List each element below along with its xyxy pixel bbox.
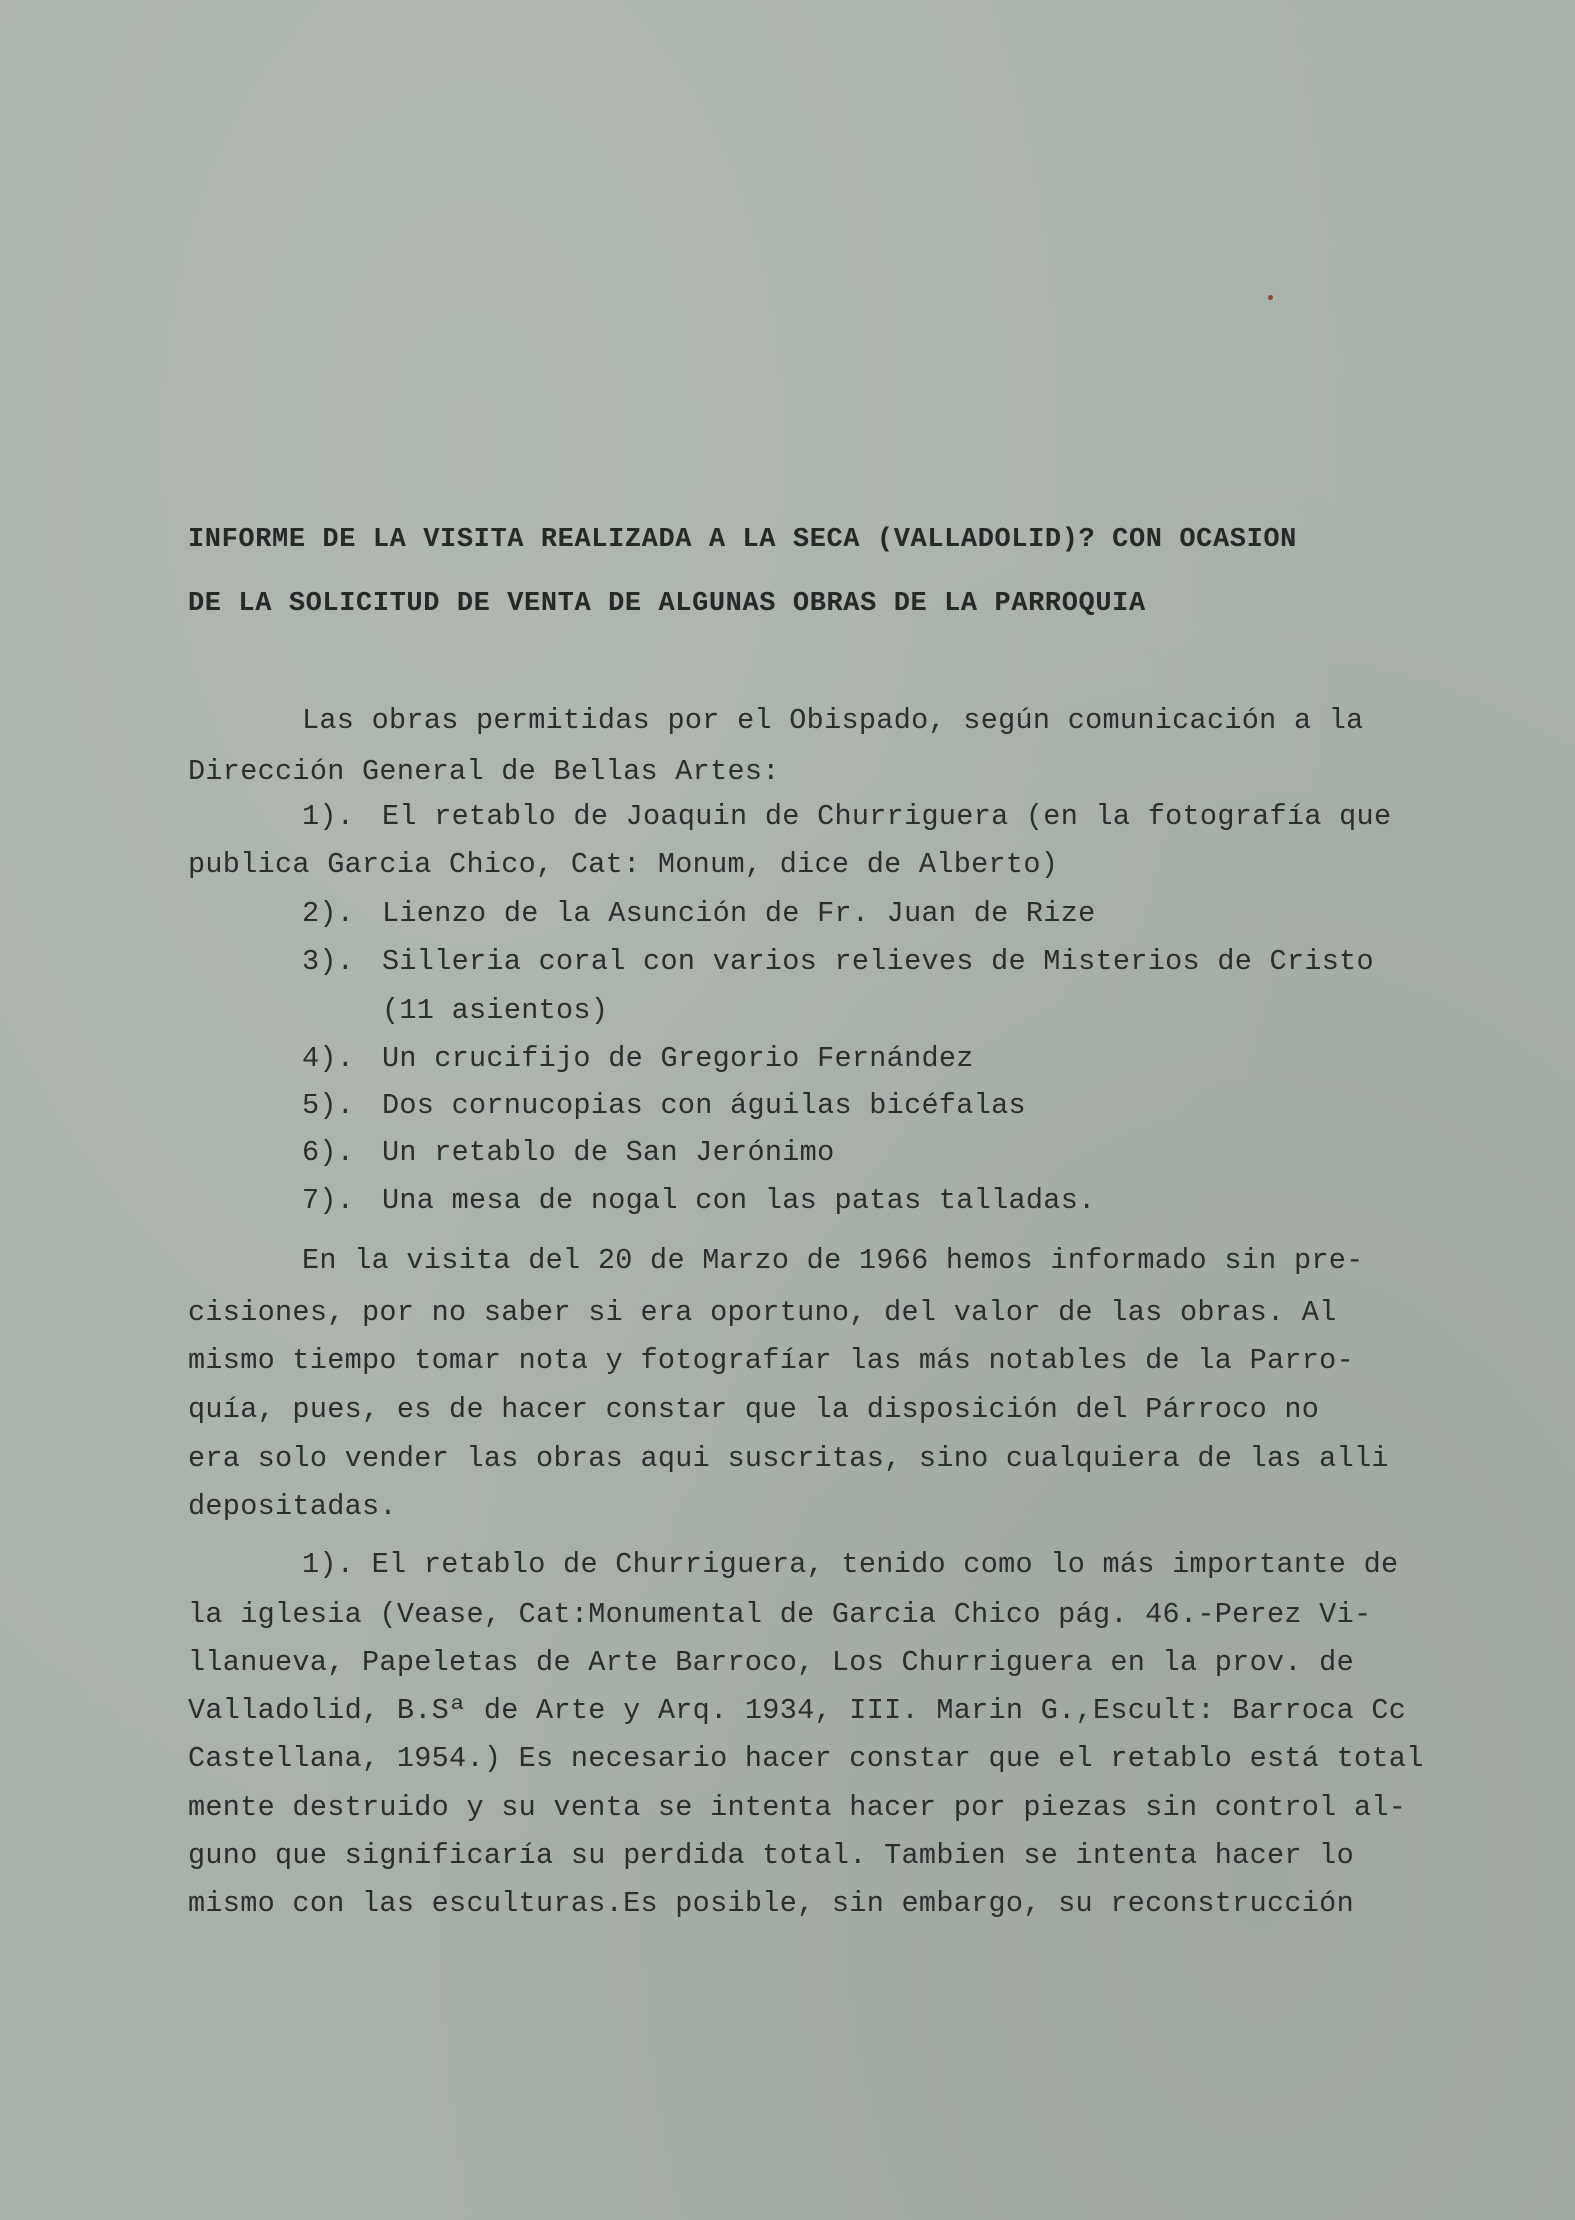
list-item-1-continuation: publica Garcia Chico, Cat: Monum, dice de Alberto) (188, 848, 1059, 881)
list-item-text: Un crucifijo de Gregorio Fernández (382, 1042, 974, 1075)
list-item-text: Una mesa de nogal con las patas talladas. (382, 1184, 1096, 1217)
paragraph-2-line: la iglesia (Vease, Cat:Monumental de Garcia Chico pág. 46.-Perez Vi- (188, 1598, 1372, 1631)
list-item-3-continuation: (11 asientos) (382, 994, 609, 1027)
paragraph-1-line: mismo tiempo tomar nota y fotografíar las más notables de la Parro- (188, 1344, 1354, 1377)
paragraph-2-line: Valladolid, B.Sª de Arte y Arq. 1934, III. Marin G.,Escult: Barroca Cc (188, 1694, 1407, 1727)
list-item-6 (302, 1136, 834, 1169)
document-title (188, 508, 1478, 636)
list-item-5 (302, 1089, 1026, 1122)
list-item-number: 2). (302, 897, 355, 930)
list-item-text: Un retablo de San Jerónimo (382, 1136, 835, 1169)
list-item-1 (302, 800, 1391, 833)
title-line-2: DE LA SOLICITUD DE VENTA DE ALGUNAS OBRAS DE LA PARROQUIA (188, 589, 1146, 619)
paragraph-1-line: depositadas. (188, 1490, 397, 1523)
paragraph-2-line: mente destruido y su venta se intenta hacer por piezas sin control al- (188, 1791, 1407, 1824)
list-item-7 (302, 1184, 1096, 1217)
paragraph-1-line: quía, pues, es de hacer constar que la disposición del Párroco no (188, 1393, 1320, 1426)
intro-line-2: Dirección General de Bellas Artes: (188, 755, 780, 788)
intro-line-1: Las obras permitidas por el Obispado, según comunicación a la (302, 704, 1364, 737)
paper-speck (1268, 295, 1273, 300)
title-line-1: INFORME DE LA VISITA REALIZADA A LA SECA (VALLADOLID)? CON OCASION (188, 525, 1297, 555)
paragraph-2-line: mismo con las esculturas.Es posible, sin embargo, su reconstrucción (188, 1887, 1354, 1920)
paragraph-2-line: guno que significaría su perdida total. Tambien se intenta hacer lo (188, 1839, 1354, 1872)
paragraph-1-line: cisiones, por no saber si era oportuno, del valor de las obras. Al (188, 1296, 1337, 1329)
list-item-4 (302, 1042, 974, 1075)
list-item-text: El retablo de Joaquin de Churriguera (en la fotografía que (382, 800, 1392, 833)
paragraph-1-line: era solo vender las obras aqui suscritas, sino cualquiera de las alli (188, 1442, 1389, 1475)
list-item-text: Silleria coral con varios relieves de Misterios de Cristo (382, 945, 1374, 978)
list-item-text: Dos cornucopias con águilas bicéfalas (382, 1089, 1026, 1122)
paragraph-1-line: En la visita del 20 de Marzo de 1966 hemos informado sin pre- (302, 1244, 1364, 1277)
list-item-number: 6). (302, 1136, 355, 1169)
list-item-2 (302, 897, 1096, 930)
list-item-number: 7). (302, 1184, 355, 1217)
list-item-number: 3). (302, 945, 355, 978)
list-item-3 (302, 945, 1374, 978)
list-item-number: 4). (302, 1042, 355, 1075)
paragraph-2-line: Castellana, 1954.) Es necesario hacer constar que el retablo está total (188, 1742, 1424, 1775)
list-item-number: 5). (302, 1089, 355, 1122)
list-item-number: 1). (302, 800, 355, 833)
paragraph-2-line: llanueva, Papeletas de Arte Barroco, Los Churriguera en la prov. de (188, 1646, 1354, 1679)
list-item-text: Lienzo de la Asunción de Fr. Juan de Rize (382, 897, 1096, 930)
paragraph-2-line: 1). El retablo de Churriguera, tenido como lo más importante de (302, 1548, 1399, 1581)
